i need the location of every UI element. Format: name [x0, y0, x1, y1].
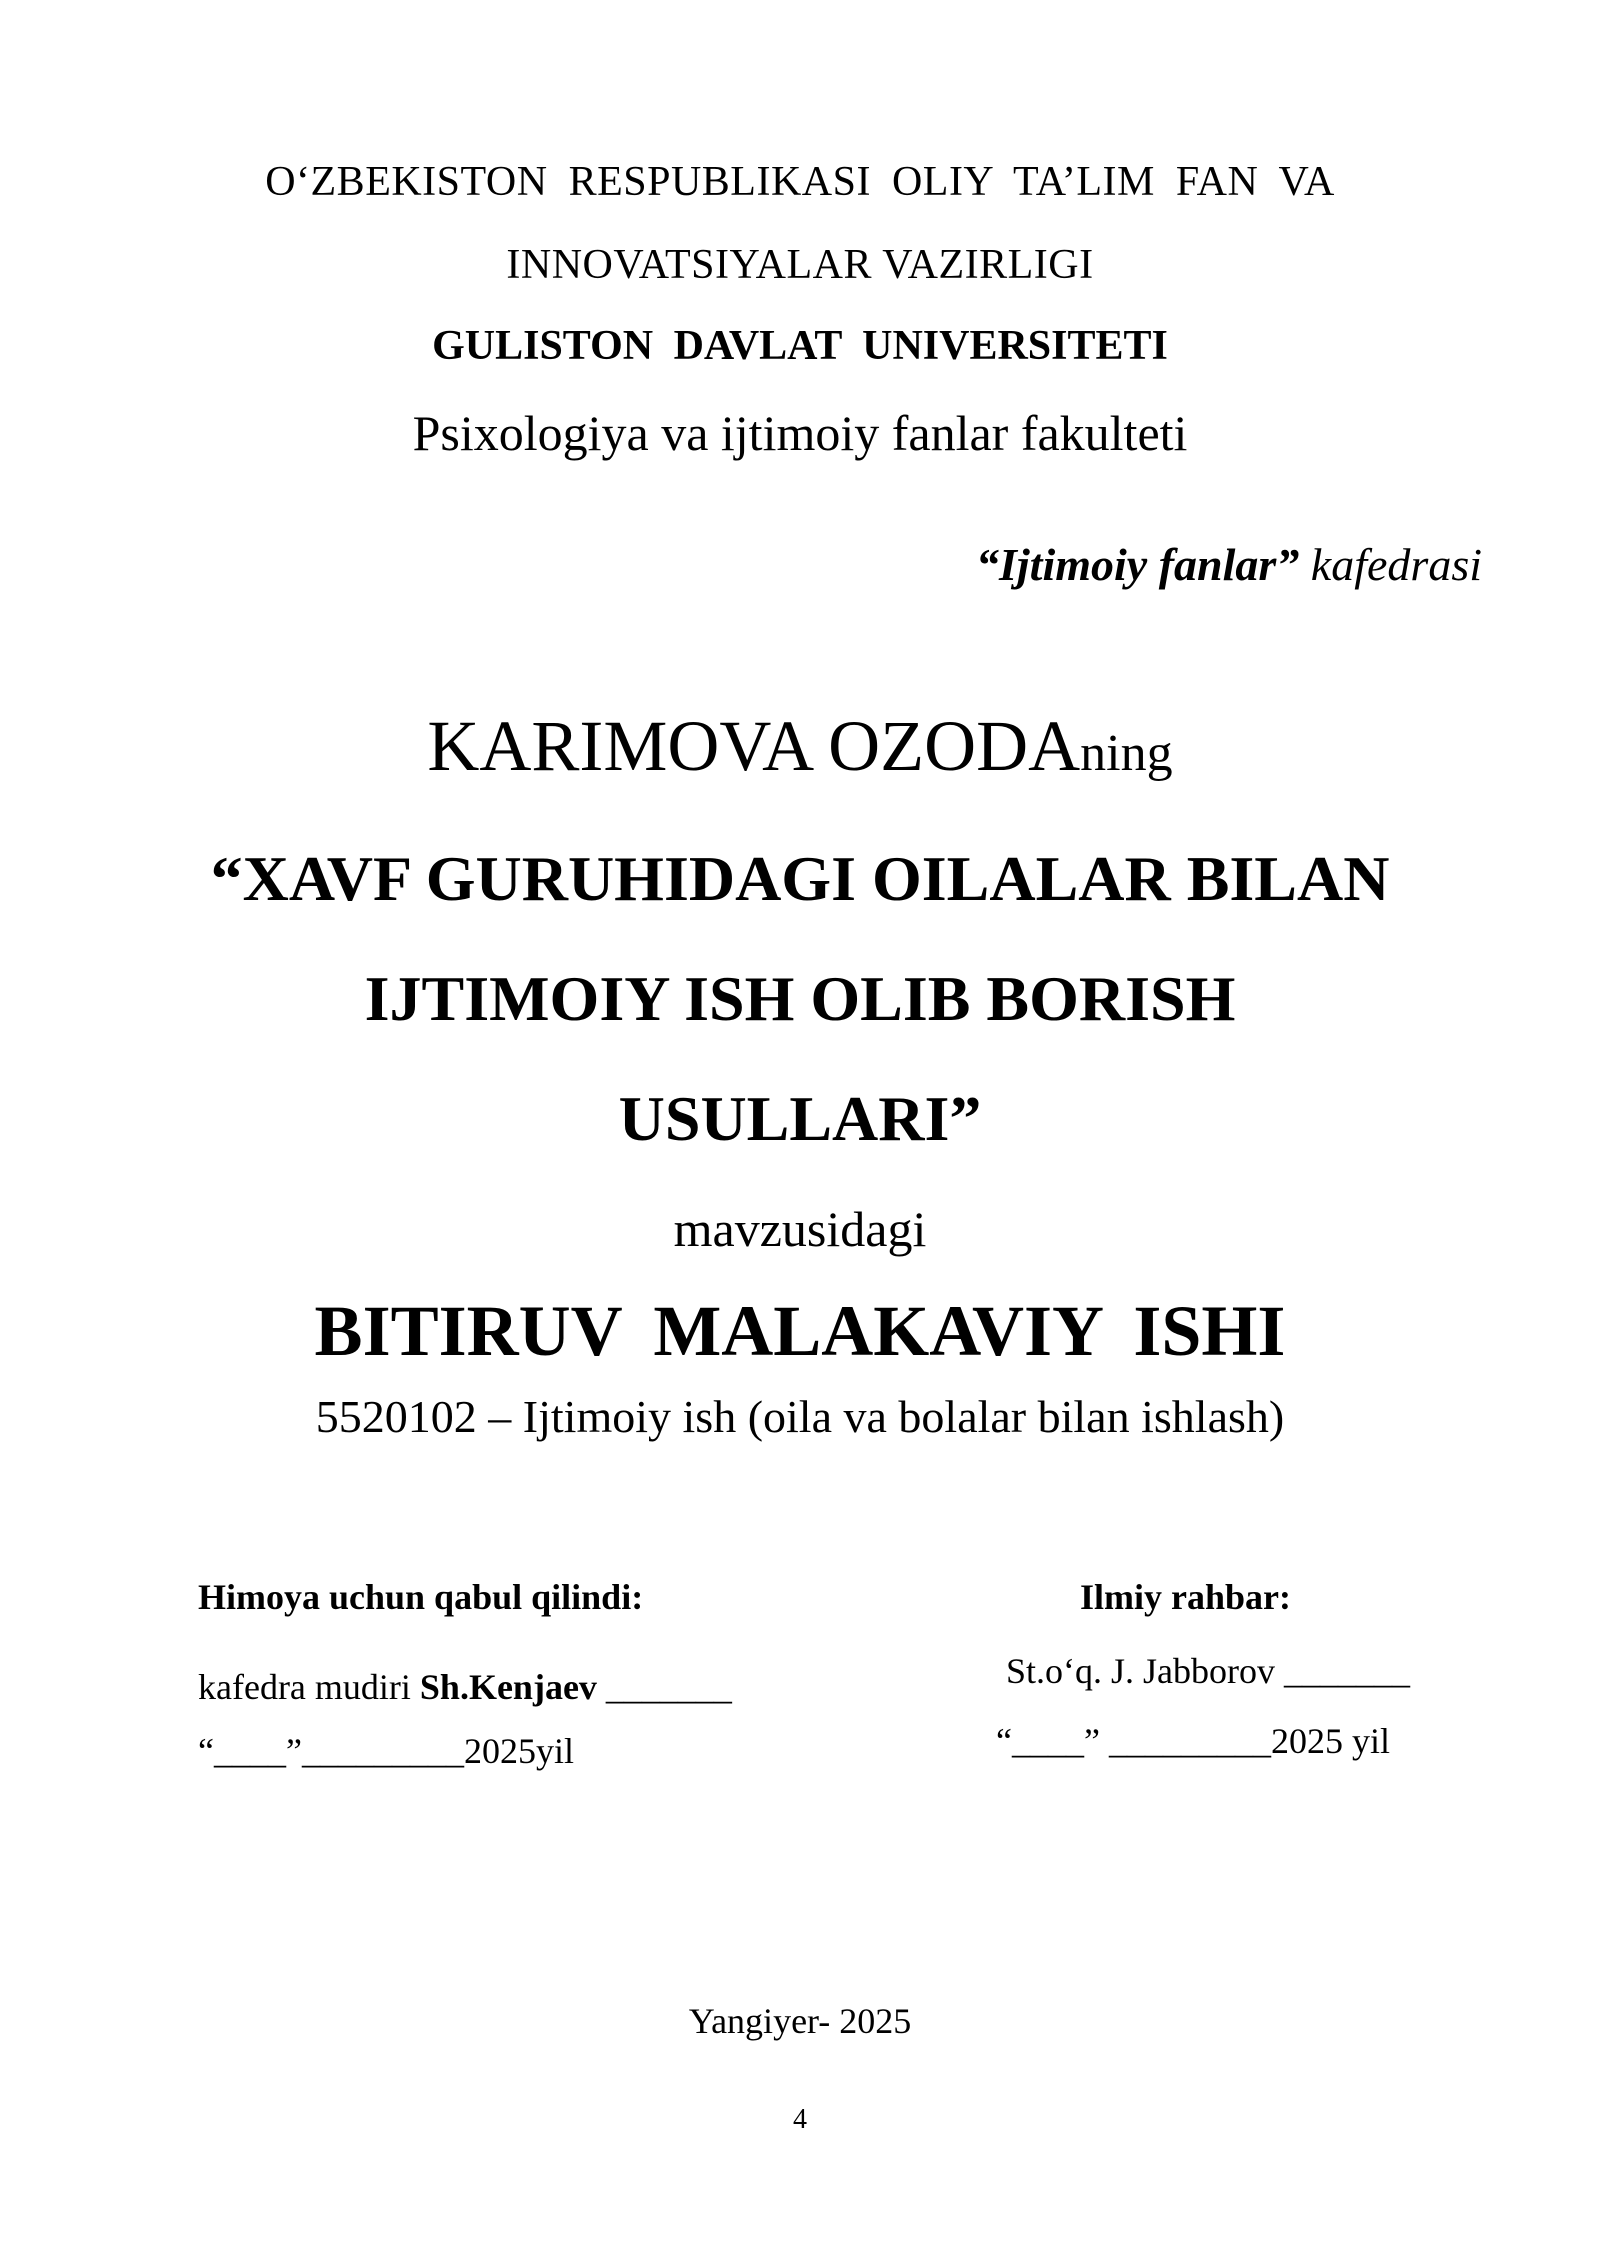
approval-heading: Himoya uchun qabul qilindi:: [198, 1577, 644, 1617]
university-name: GULISTON DAVLAT UNIVERSITETI: [432, 323, 1168, 369]
department-name: “Ijtimoiy fanlar”: [975, 539, 1300, 590]
approval-signature-line: [198, 1666, 732, 1708]
work-type: BITIRUV MALAKAVIY ISHI: [314, 1291, 1286, 1371]
faculty-name: Psixologiya va ijtimoiy fanlar fakulteti: [412, 405, 1188, 461]
approval-blank: _______: [596, 1667, 732, 1707]
topic-line-1: “XAVF GURUHIDAGI OILALAR BILAN: [210, 843, 1390, 914]
ministry-line-2: INNOVATSIYALAR VAZIRLIGI: [506, 242, 1094, 288]
topic-line-3: USULLARI”: [618, 1083, 982, 1154]
supervisor-signature-line: St.o‘q. J. Jabborov _______: [1006, 1651, 1410, 1691]
author-suffix: ning: [1080, 725, 1173, 782]
author-name: KARIMOVA OZODA: [427, 706, 1081, 786]
place-year: Yangiyer- 2025: [688, 2001, 912, 2041]
topic-line-2: IJTIMOIY ISH OLIB BORISH: [364, 963, 1236, 1034]
specialty: 5520102 – Ijtimoiy ish (oila va bolalar bilan ishlash): [315, 1391, 1285, 1442]
approval-role: kafedra mudiri: [198, 1667, 420, 1707]
department: [976, 538, 1482, 591]
author-line: [0, 705, 1600, 788]
supervisor-heading: Ilmiy rahbar:: [1080, 1577, 1291, 1617]
approval-date: “____”_________2025yil: [198, 1731, 574, 1771]
subtitle: mavzusidagi: [673, 1201, 927, 1257]
ministry-line-1: O‘ZBEKISTON RESPUBLIKASI OLIY TA’LIM FAN VA: [265, 159, 1335, 205]
supervisor-date: “____” _________2025 yil: [996, 1721, 1390, 1761]
approval-name: Sh.Kenjaev: [419, 1667, 597, 1707]
page-number: 4: [793, 2104, 807, 2135]
department-word: kafedrasi: [1299, 539, 1482, 590]
